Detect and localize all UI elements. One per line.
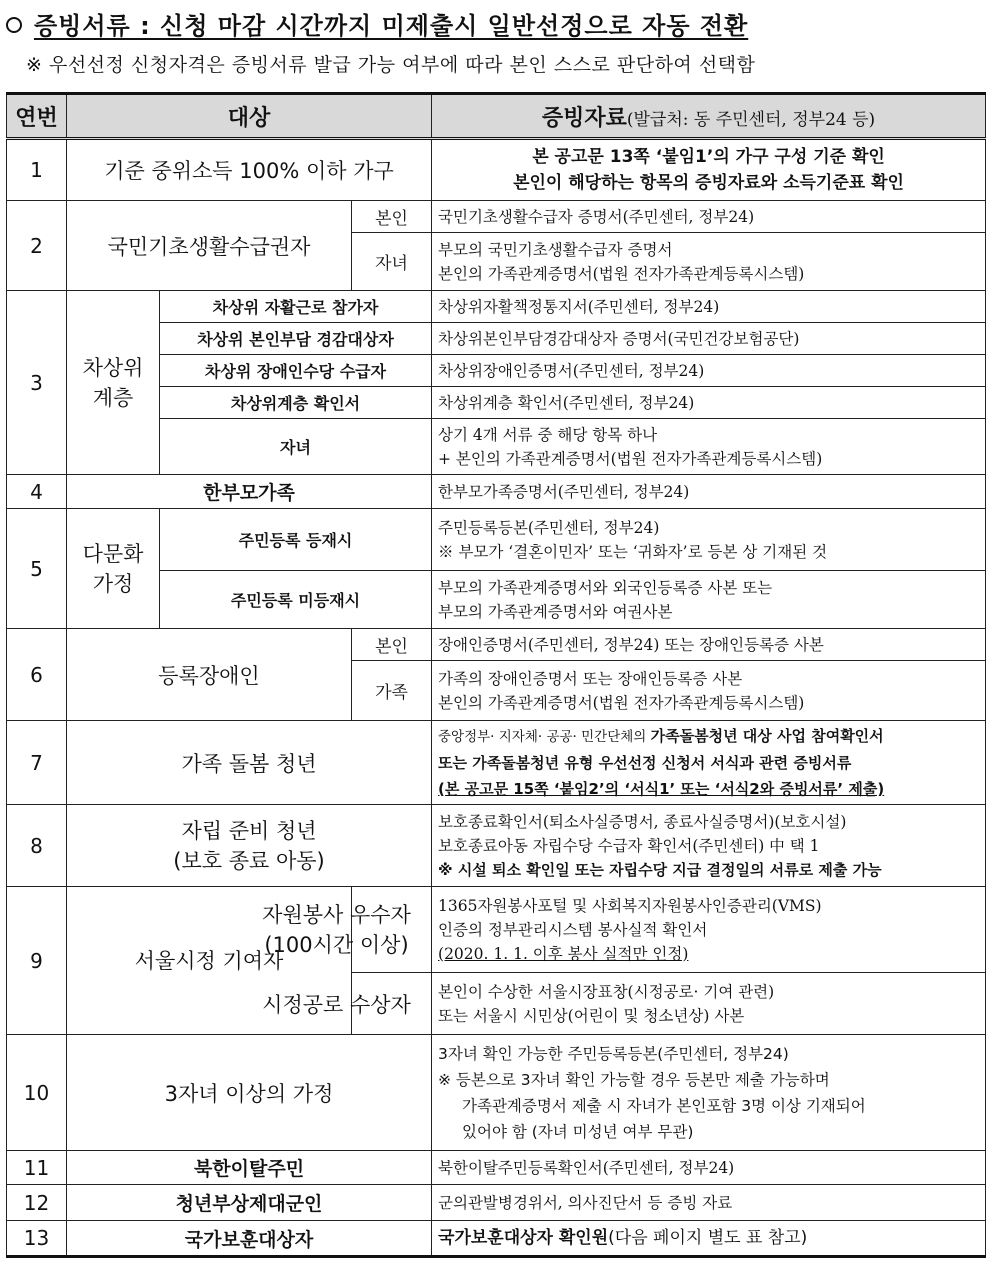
row-docs [432, 629, 986, 661]
doc-line: 국민기초생활수급자 증명서(주민센터, 정부24) [438, 207, 755, 226]
row-subtarget: 가족 [352, 661, 432, 721]
row-docs [432, 973, 986, 1035]
row-docs [432, 323, 986, 355]
table-row [7, 509, 986, 571]
header-no: 연번 [7, 94, 67, 139]
row-subtarget [262, 973, 432, 1035]
doc-line: 주민등록등본(주민센터, 정부24) [438, 518, 660, 537]
row-docs [432, 139, 986, 201]
row-docs [432, 571, 986, 629]
table-row [7, 139, 986, 201]
row-subtarget: 차상위 본인부담 경감대상자 [160, 323, 432, 355]
row-target: 서울시정 기여자 [67, 887, 352, 1035]
doc-fragment-bold: 국가보훈대상자 확인원 [438, 1228, 609, 1248]
row-number: 11 [7, 1151, 67, 1185]
row-subtarget: 본인 [352, 201, 432, 233]
row-docs [432, 475, 986, 509]
doc-line: ※ 부모가 ‘결혼이민자’ 또는 ‘귀화자’로 등본 상 기재된 것 [438, 542, 828, 561]
doc-line: 또는 서울시 시민상(어린이 및 청소년상) 사본 [438, 1006, 745, 1025]
doc-line: 부모의 가족관계증명서와 여권사본 [438, 602, 673, 621]
table-row [7, 805, 986, 887]
header-docs [432, 94, 986, 139]
header-docs-label: 증빙자료 [541, 105, 627, 131]
row-target: 가족 돌봄 청년 [67, 721, 432, 805]
doc-line: 인증의 정부관리시스템 봉사실적 확인서 [438, 920, 708, 939]
doc-line [438, 1226, 979, 1250]
row-docs [432, 387, 986, 419]
doc-line: 1365자원봉사포털 및 사회복지자원봉사인증관리(VMS) [438, 896, 822, 915]
doc-line: ※ 등본으로 3자녀 확인 가능할 경우 등본만 제출 가능하며 [438, 1070, 830, 1089]
row-target [67, 805, 432, 887]
row-docs [432, 233, 986, 291]
doc-line: 가족관계증명서 제출 시 자녀가 본인포함 3명 이상 기재되어 [462, 1096, 866, 1115]
header-target: 대상 [67, 94, 432, 139]
doc-line: ※ 시설 퇴소 확인일 또는 자립수당 지급 결정일의 서류로 제출 가능 [438, 860, 882, 879]
row-target: 등록장애인 [67, 629, 352, 721]
row-subtarget: 자녀 [352, 233, 432, 291]
circle-bullet-icon [6, 17, 22, 33]
row-number: 10 [7, 1035, 67, 1151]
doc-line: 본 공고문 13쪽 ‘붙임1’의 가구 구성 기준 확인 [532, 147, 885, 167]
row-number: 12 [7, 1185, 67, 1221]
doc-line: 본인이 수상한 서울시장표창(시정공로· 기여 관련) [438, 982, 775, 1001]
doc-line: 본인의 가족관계증명서(법원 전자가족관계등록시스템) [438, 693, 805, 712]
table-row [7, 1035, 986, 1151]
target-line: 시정공로 수상자 [262, 992, 411, 1017]
row-subtarget [262, 887, 432, 973]
row-docs [432, 721, 986, 805]
row-number: 7 [7, 721, 67, 805]
row-subtarget: 주민등록 미등재시 [160, 571, 432, 629]
row-subtarget: 차상위계층 확인서 [160, 387, 432, 419]
doc-line [438, 750, 979, 776]
doc-line: 있어야 함 (자녀 미성년 여부 무관) [462, 1122, 694, 1141]
row-target: 북한이탈주민 [67, 1151, 432, 1185]
row-docs [432, 805, 986, 887]
doc-line: 가족의 장애인증명서 또는 장애인등록증 사본 [438, 669, 743, 688]
table-header-row [7, 94, 986, 139]
row-number: 13 [7, 1221, 67, 1257]
row-target: 기준 중위소득 100% 이하 가구 [67, 139, 432, 201]
row-target: 다문화 가정 [67, 509, 160, 629]
doc-line: 차상위계층 확인서(주민센터, 정부24) [438, 393, 695, 412]
table-row [7, 1185, 986, 1221]
table-row [7, 1221, 986, 1257]
target-line: (보호 종료 아동) [173, 848, 325, 873]
table-row [7, 475, 986, 509]
doc-line: (2020. 1. 1. 이후 봉사 실적만 인정) [438, 944, 689, 963]
row-docs [432, 355, 986, 387]
table-row [7, 201, 986, 233]
row-docs [432, 509, 986, 571]
row-subtarget: 차상위 자활근로 참가자 [160, 291, 432, 323]
row-subtarget: 자녀 [160, 419, 432, 475]
row-docs [432, 1035, 986, 1151]
table-row [7, 629, 986, 661]
doc-line: 북한이탈주민등록확인서(주민센터, 정부24) [438, 1158, 735, 1177]
doc-fragment-bold: 또는 [438, 754, 473, 772]
row-target: 차상위 계층 [67, 291, 160, 475]
row-docs [432, 419, 986, 475]
table-row [7, 291, 986, 323]
doc-fragment: (다음 페이지 별도 표 참고) [608, 1228, 808, 1248]
row-docs [432, 1151, 986, 1185]
doc-line [438, 776, 979, 802]
doc-line: 부모의 가족관계증명서와 외국인등록증 사본 또는 [438, 578, 773, 597]
row-docs [432, 887, 986, 973]
doc-line: 3자녀 확인 가능한 주민등록등본(주민센터, 정부24) [438, 1044, 789, 1063]
doc-fragment-bold: (본 공고문 15쪽 ‘붙임2’의 ‘서식1’ 또는 ‘서식2와 증빙서류’ 제출) [438, 780, 885, 798]
table-row [7, 887, 986, 973]
doc-line: 군의관발병경위서, 의사진단서 등 증빙 자료 [438, 1193, 733, 1212]
row-target: 국민기초생활수급권자 [67, 201, 352, 291]
row-docs [432, 201, 986, 233]
row-number: 5 [7, 509, 67, 629]
row-target: 3자녀 이상의 가정 [67, 1035, 432, 1151]
doc-line: 차상위장애인증명서(주민센터, 정부24) [438, 361, 705, 380]
doc-fragment-bold: 가족돌봄청년 유형 우선선정 신청서 서식과 관련 증빙서류 [472, 754, 852, 772]
evidence-documents-table [6, 92, 986, 1258]
doc-line: 부모의 국민기초생활수급자 증명서 [438, 240, 673, 259]
section-heading [6, 6, 748, 41]
row-docs [432, 1221, 986, 1257]
target-line: 자원봉사 우수자 [262, 902, 411, 927]
row-number: 8 [7, 805, 67, 887]
row-number: 6 [7, 629, 67, 721]
row-subtarget: 차상위 장애인수당 수급자 [160, 355, 432, 387]
doc-line: 본인의 가족관계증명서(법원 전자가족관계등록시스템) [438, 264, 805, 283]
row-subtarget: 본인 [352, 629, 432, 661]
row-number: 1 [7, 139, 67, 201]
target-line: (100시간 이상) [264, 932, 409, 957]
doc-line: 보호종료아동 자립수당 수급자 확인서(주민센터) 中 택 1 [438, 836, 820, 855]
doc-line: 차상위자활책정통지서(주민센터, 정부24) [438, 297, 720, 316]
row-target: 한부모가족 [67, 475, 432, 509]
table-row [7, 1151, 986, 1185]
table-row [7, 721, 986, 805]
target-line: 자립 준비 청년 [181, 818, 317, 843]
doc-line: 장애인증명서(주민센터, 정부24) 또는 장애인등록증 사본 [438, 635, 824, 654]
doc-line [438, 723, 979, 750]
doc-line: + 본인의 가족관계증명서(법원 전자가족관계등록시스템) [438, 449, 823, 468]
doc-line: 차상위본인부담경감대상자 증명서(국민건강보험공단) [438, 329, 800, 348]
selection-note: ※ 우선선정 신청자격은 증빙서류 발급 가능 여부에 따라 본인 스스로 판단하여 선택함 [26, 54, 756, 76]
heading-text: 증빙서류 : 신청 마감 시간까지 미제출시 일반선정으로 자동 전환 [34, 12, 749, 40]
doc-line: 보호종료확인서(퇴소사실증명서, 종료사실증명서)(보호시설) [438, 812, 847, 831]
row-number: 3 [7, 291, 67, 475]
doc-line: 한부모가족증명서(주민센터, 정부24) [438, 482, 690, 501]
doc-fragment: 중앙정부· 지자체· 공공· 민간단체의 [438, 729, 651, 745]
row-docs [432, 661, 986, 721]
row-docs [432, 1185, 986, 1221]
row-subtarget: 주민등록 등재시 [160, 509, 432, 571]
row-number: 9 [7, 887, 67, 1035]
doc-line: 상기 4개 서류 중 해당 항목 하나 [438, 425, 658, 444]
doc-line: 본인이 해당하는 항목의 증빙자료와 소득기준표 확인 [513, 173, 904, 193]
row-docs [432, 291, 986, 323]
header-docs-sub: (발급처: 동 주민센터, 정부24 등) [626, 109, 876, 130]
row-number: 4 [7, 475, 67, 509]
row-number: 2 [7, 201, 67, 291]
row-target: 국가보훈대상자 [67, 1221, 432, 1257]
doc-fragment-bold: 가족돌봄청년 대상 사업 참여확인서 [650, 727, 884, 745]
row-target: 청년부상제대군인 [67, 1185, 432, 1221]
